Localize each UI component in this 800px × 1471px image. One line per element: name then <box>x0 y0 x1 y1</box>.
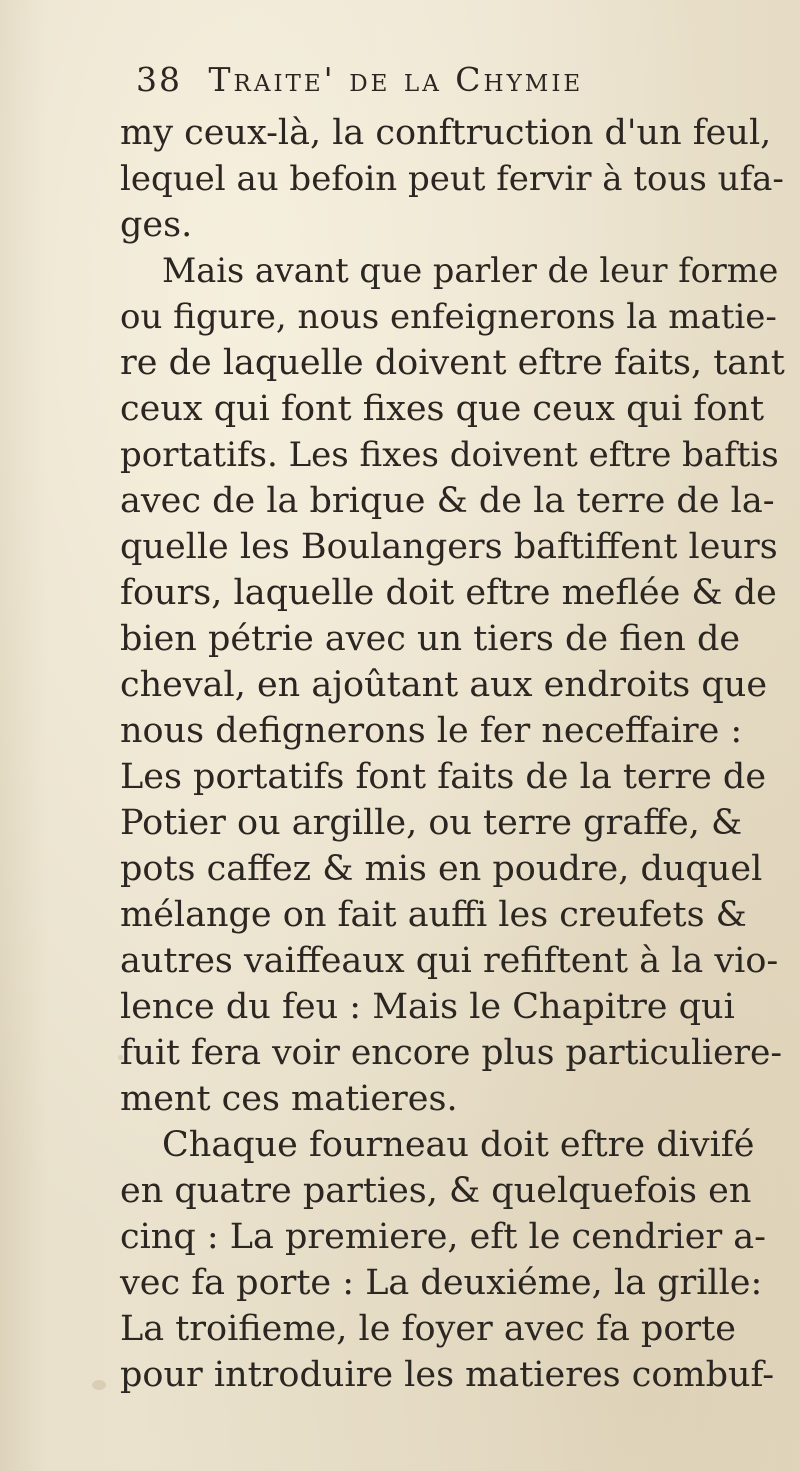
text-line: ges. <box>120 205 193 245</box>
text-line: re de laquelle doivent eftre faits, tant <box>120 343 785 383</box>
text-line: pour introduire les matieres combuf- <box>120 1355 775 1395</box>
text-line: fuit fera voir encore plus particuliere- <box>120 1033 783 1073</box>
text-line: ment ces matieres. <box>120 1079 458 1119</box>
text-line: ou figure, nous enfeignerons la matie- <box>120 297 777 337</box>
text-line: my ceux-là, la conftruction d'un feul, <box>120 113 772 153</box>
running-title: Traite' de la Chymie <box>208 60 584 99</box>
paper-stain <box>92 1380 106 1390</box>
text-line: autres vaiffeaux qui refiftent à la vio- <box>120 941 779 981</box>
text-line: quelle les Boulangers baftiffent leurs <box>120 527 778 567</box>
text-line: cinq : La premiere, eft le cendrier a- <box>120 1217 766 1257</box>
text-line: Les portatifs font faits de la terre de <box>120 757 767 797</box>
text-line: Chaque fourneau doit eftre divifé <box>162 1125 755 1165</box>
text-line: portatifs. Les fixes doivent eftre baftis <box>120 435 779 475</box>
text-line: vec fa porte : La deuxiéme, la grille: <box>120 1263 763 1303</box>
text-line: lence du feu : Mais le Chapitre qui <box>120 987 735 1027</box>
text-line: La troifieme, le foyer avec fa porte <box>120 1309 736 1349</box>
text-line: mélange on fait auffi les creufets & <box>120 895 747 935</box>
text-line: ceux qui font fixes que ceux qui font <box>120 389 765 429</box>
text-line: en quatre parties, & quelquefois en <box>120 1171 752 1211</box>
text-line: pots caffez & mis en poudre, duquel <box>120 849 763 889</box>
text-line: nous defignerons le fer neceffaire : <box>120 711 743 751</box>
page-header <box>136 58 756 102</box>
text-line: Potier ou argille, ou terre graffe, & <box>120 803 743 843</box>
text-line: Mais avant que parler de leur forme <box>162 251 779 290</box>
text-line: bien pétrie avec un tiers de fien de <box>120 619 741 659</box>
text-line: fours, laquelle doit eftre meflée & de <box>120 573 777 613</box>
text-line: avec de la brique & de la terre de la- <box>120 481 775 521</box>
text-line: cheval, en ajoûtant aux endroits que <box>120 665 768 705</box>
page-number: 38 <box>136 60 182 99</box>
text-line: lequel au befoin peut fervir à tous ufa- <box>120 159 784 199</box>
